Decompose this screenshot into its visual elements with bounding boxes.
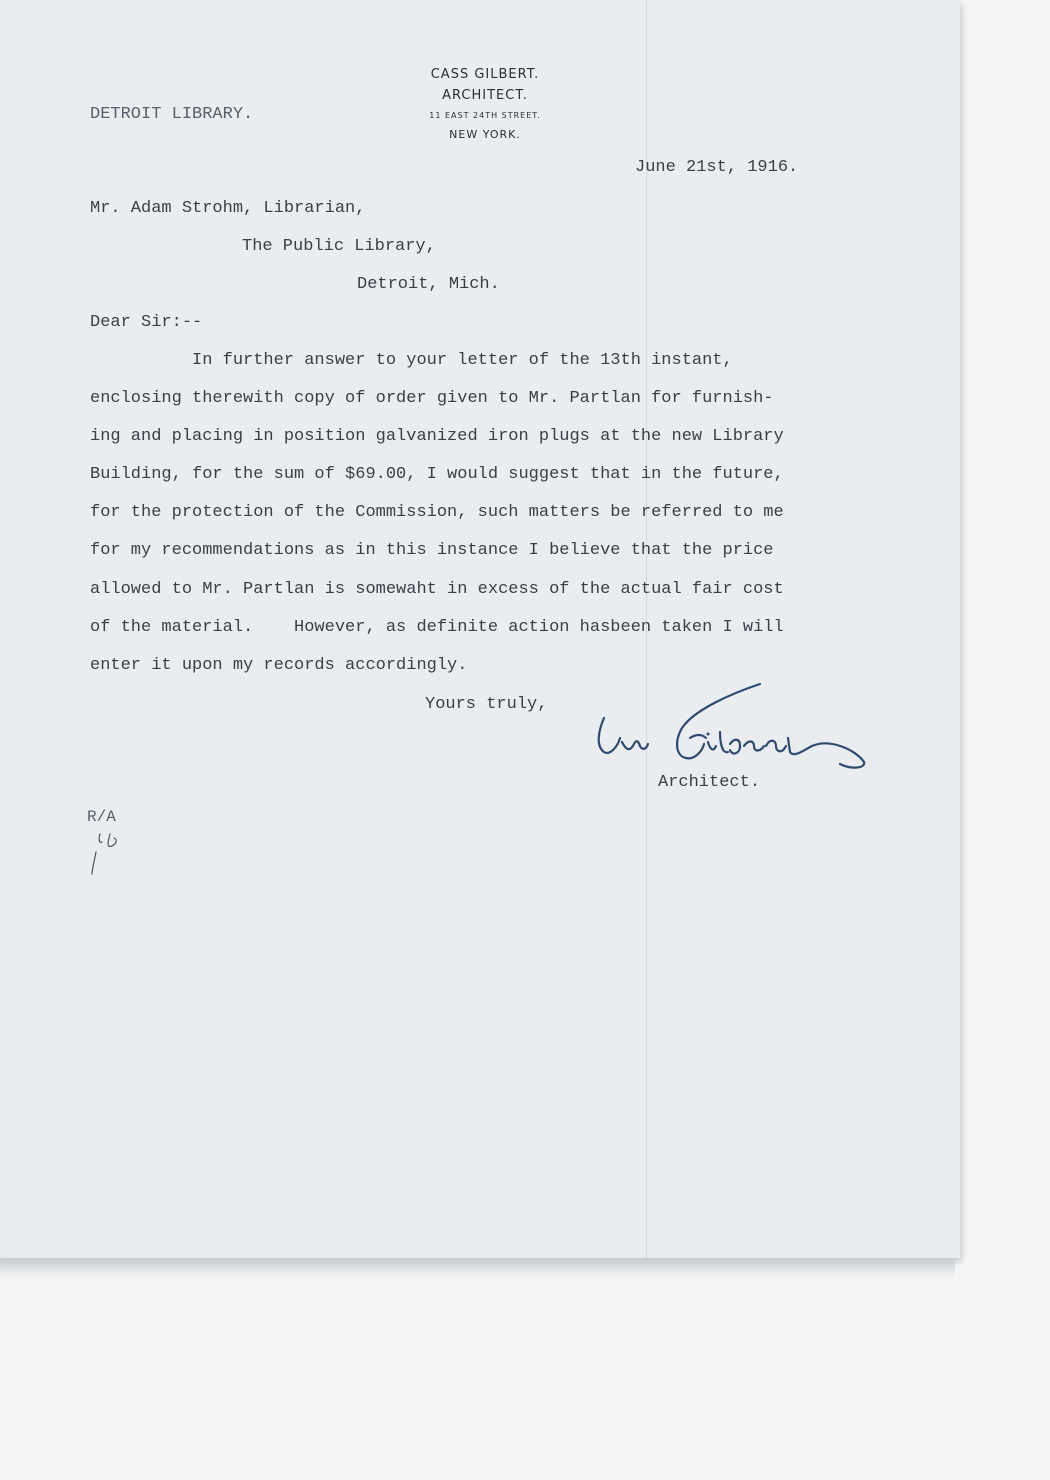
salutation: Dear Sir:-- [90, 313, 203, 332]
letterhead-address: 11 EAST 24TH STREET. [429, 111, 541, 120]
letterhead [385, 64, 585, 144]
body-line: In further answer to your letter of the 13th instant, [90, 351, 733, 370]
body-line: for my recommendations as in this instance I believe that the price [90, 541, 774, 560]
signature-title: Architect. [658, 773, 761, 792]
body-line: Building, for the sum of $69.00, I would suggest that in the future, [90, 465, 784, 484]
body-line: ing and placing in position galvanized iron plugs at the new Library [90, 427, 784, 446]
closing: Yours truly, [425, 695, 548, 714]
body-line: of the material. However, as definite action hasbeen taken I will [90, 618, 784, 637]
letterhead-title: ARCHITECT. [442, 88, 528, 103]
recipient-line-1: Mr. Adam Strohm, Librarian, [90, 199, 366, 218]
letter-date: June 21st, 1916. [635, 158, 799, 177]
recipient-line-3: Detroit, Mich. [357, 275, 500, 294]
body-line: allowed to Mr. Partlan is somewaht in excess of the actual fair cost [90, 580, 784, 599]
paper-shadow [0, 1258, 955, 1278]
letter-subject: DETROIT LIBRARY. [90, 105, 254, 124]
letterhead-city: NEW YORK. [449, 128, 521, 141]
recipient-line-2: The Public Library, [242, 237, 436, 256]
body-line: for the protection of the Commission, such matters be referred to me [90, 503, 784, 522]
body-line: enclosing therewith copy of order given to Mr. Partlan for furnish- [90, 389, 774, 408]
reference-initials: R/A [87, 808, 116, 826]
letterhead-name: CASS GILBERT. [430, 67, 540, 82]
body-line: enter it upon my records accordingly. [90, 656, 468, 675]
handwritten-mark-icon [88, 828, 138, 878]
